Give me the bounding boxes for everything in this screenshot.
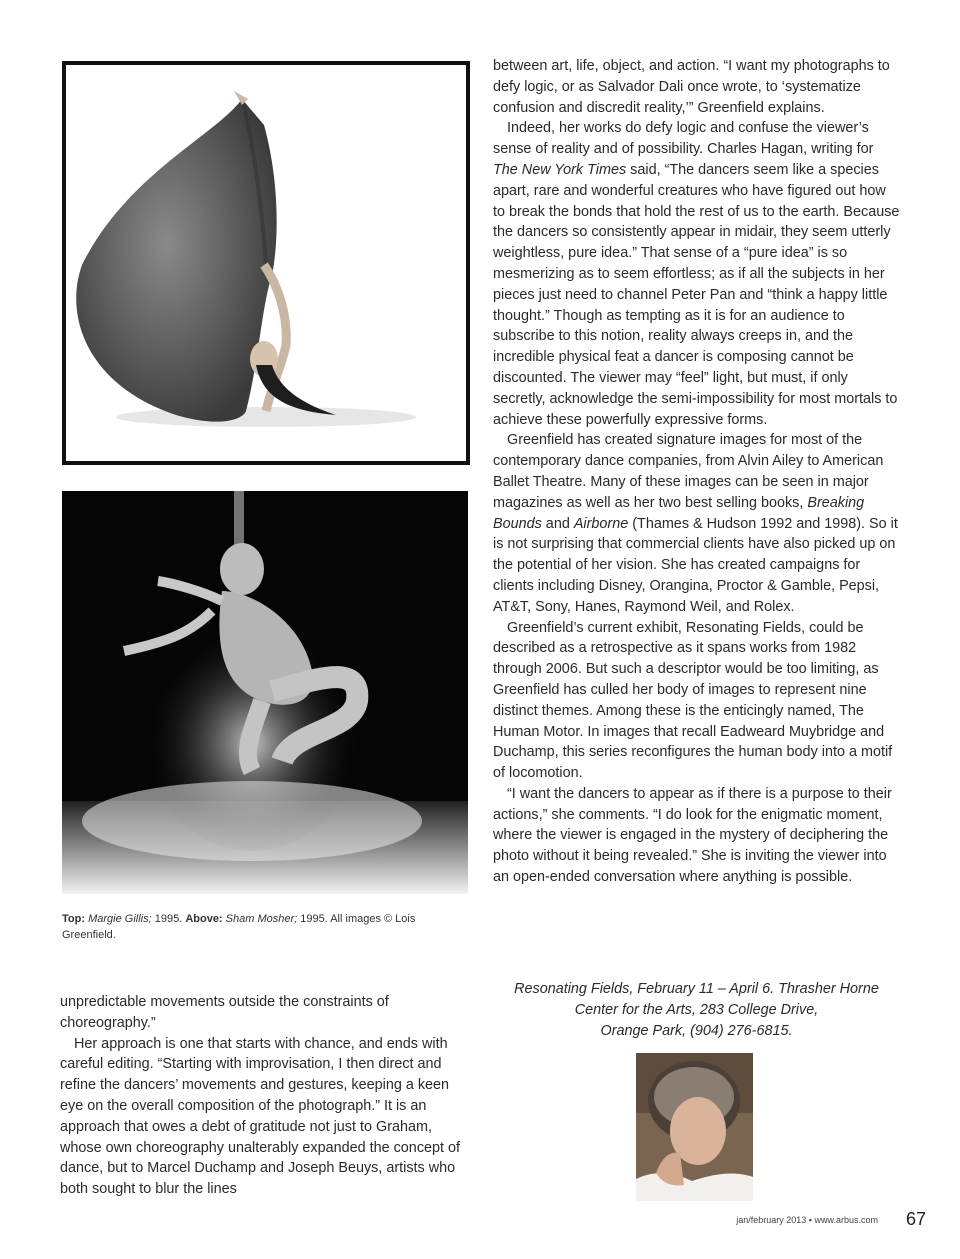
caption-top-label: Top: [62, 913, 86, 925]
book-airborne: Airborne [573, 515, 629, 532]
photo-caption [62, 911, 462, 943]
photo-sham-mosher [62, 491, 468, 894]
page-number: 67 [906, 1209, 927, 1229]
exhibit-line-2: Center for the Arts, 283 College Drive, [574, 1001, 819, 1018]
photo-margie-gillis [62, 61, 470, 465]
nyt-title: The New York Times [493, 161, 627, 178]
right-paragraph-4: Greenfield’s current exhibit, Resonating Fields, could be described as a retrospective as it spans works from 1982 through 2006. But such a descriptor would be too limiting, as Greenfield has culled her body of images to represent nine distinct themes. Among these is the enticingly named, The Human Motor. In images that recall Eadweard Muybridge and Duchamp, this series reconfigures the human body into a motif of locomotion. [493, 619, 893, 782]
dancer-powder-icon [62, 491, 468, 894]
photo-author-portrait [636, 1053, 753, 1201]
dancer-fabric-icon [66, 65, 466, 461]
exhibit-line-3: Orange Park, (904) 276-6815. [600, 1022, 793, 1039]
caption-top-year: 1995. [151, 913, 183, 925]
caption-top-title: Margie Gillis; [88, 913, 152, 925]
p2-text-b: said, “The dancers seem like a species apart, rare and wonderful creatures who have figured out how to break the bonds that hold the rest of us to the earth. Because the dancers so consistently appear in midair, they seem utterly weightless, pure idea.” That sense of a “pure idea” is so mesmerizing as to seem effortless; as if all the subjects in her pieces just need to channel Peter Pan and “think a happy little thought.” Though as tempting as it is for an audience to subscribe to this notion, reality always creeps in, and the incredible physical feat a dancer is composing cannot be discounted. The viewer may “feel” light, but must, if only secretly, acknowledge the semi-impossibility for most mortals to achieve these powerfully expressive forms. [493, 161, 900, 428]
left-paragraph-1: unpredictable movements outside the constraints of choreography.” [60, 994, 389, 1031]
right-paragraph-5: “I want the dancers to appear as if there is a purpose to their actions,” she comments. “I do look for the enigmatic moment, where the viewer is engaged in the mystery of deciphering the photo without it being revealed.” She is inviting the viewer into an open-ended conversation where anything is possible. [493, 785, 892, 886]
left-column [60, 992, 473, 1200]
book-breaking-bounds: Breaking Bounds [493, 494, 865, 532]
right-column [493, 56, 900, 888]
caption-above-title: Sham Mosher; [225, 913, 298, 925]
portrait-icon [636, 1053, 753, 1201]
left-paragraph-2: Her approach is one that starts with chance, and ends with careful editing. “Starting with improvisation, I then direct and refine the dancers’ movements and gestures, keeping a keen eye on the overall composition of the photograph.” It is an approach that owes a debt of gratitude not just to Graham, whose own choreography unalterably expanded the concept of dance, but to Marcel Duchamp and Joseph Beuys, artists who both sought to blur the lines [60, 1035, 461, 1198]
p2-text-a: Indeed, her works do defy logic and confuse the viewer’s sense of reality and of possibility. Charles Hagan, writing for [493, 120, 874, 158]
caption-above-label: Above: [185, 913, 223, 925]
right-paragraph-3 [493, 430, 900, 617]
p3-text-a: Greenfield has created signature images for most of the contemporary dance companies, from Alvin Ailey to American Ballet Theatre. Many of these images can be seen in major magazines as well as her two best selling books, [493, 432, 884, 511]
p3-text-b: (Thames & Hudson 1992 and 1998). So it is not surprising that commercial clients have also picked up on the potential of her vision. She has created campaigns for clients including Disney, Orangina, Proctor & Gamble, Pepsi, AT&T, Sony, Hanes, Raymond Weil, and Rolex. [493, 515, 898, 615]
right-paragraph-2 [493, 118, 900, 430]
exhibit-line-1: Resonating Fields, February 11 – April 6. Thrasher Horne [514, 981, 879, 997]
exhibit-info [493, 979, 900, 1041]
p3-and: and [541, 515, 574, 532]
footer-issue: jan/february 2013 ▪ www.arbus.com [736, 1215, 878, 1225]
right-paragraph-1: between art, life, object, and action. “I want my photographs to defy logic, or as Salvador Dali once wrote, to ‘systematize confusion and discredit reality,’” Greenfield explains. [493, 58, 890, 116]
caption-above-year-rights: 1995. All images © Lois Greenfield. [62, 913, 416, 941]
